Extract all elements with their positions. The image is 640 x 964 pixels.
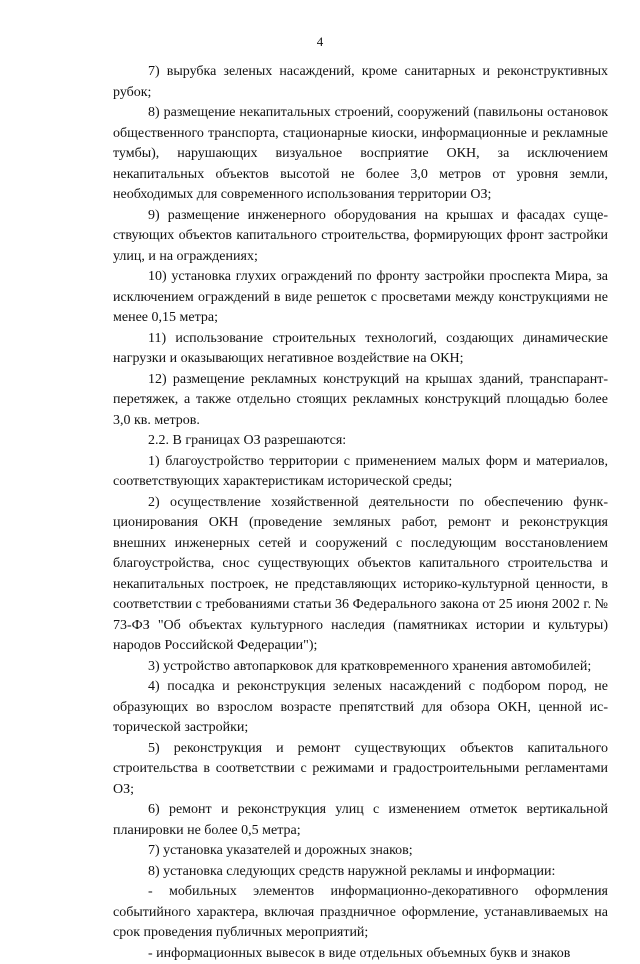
paragraph-permission-7: 7) установка указателей и дорожных знаков; [113, 841, 608, 862]
section-heading-2-2: 2.2. В границах ОЗ разрешаются: [113, 431, 608, 452]
document-body [113, 62, 608, 964]
paragraph-permission-2: 2) осуществление хозяйственной деятельности по обеспечению функционирования ОКН (проведение земляных работ, ремонт и реконструкция внешних инженерных сетей и сооружений с последующим восстановлением благоустройства, снос существующих объектов капитального строительства и некапитальных построек, не представляющих историко-культурной ценности, в соответствии с требованиями статьи 36 Федерального закона от 25 июня 2002 г. № 73-ФЗ "Об объектах культурного наследия (памятниках истории и культуры) народов Российской Федерации"); [113, 493, 608, 657]
paragraph-prohibition-8: 8) размещение некапитальных строений, сооружений (павильоны остановок общественного транспорта, стационарные киоски, информационные и рекламные тумбы), нарушающих визуальное восприятие ОКН, за исключением некапитальных объектов высотой не более 3,0 метров от уровня земли, необходимых для современного использования территории ОЗ; [113, 103, 608, 206]
paragraph-prohibition-12: 12) размещение рекламных конструкций на крышах зданий, транспарант-перетяжек, а также отдельно стоящих рекламных конструкций площадью более 3,0 кв. метров. [113, 370, 608, 432]
list-item-mobile-elements: - мобильных элементов информационно-декоративного оформления событийного характера, включая праздничное оформление, устанавливаемых на срок проведения публичных мероприятий; [113, 882, 608, 944]
paragraph-permission-1: 1) благоустройство территории с применением малых форм и материалов, соответствующих характеристикам исторической среды; [113, 452, 608, 493]
paragraph-permission-6: 6) ремонт и реконструкция улиц с изменением отметок вертикальной планировки не более 0,5 метра; [113, 800, 608, 841]
paragraph-prohibition-11: 11) использование строительных технологий, создающих динамические нагрузки и оказывающих негативное воздействие на ОКН; [113, 329, 608, 370]
paragraph-permission-5: 5) реконструкция и ремонт существующих объектов капитального строительства в соответствии с режимами и градостроительными регламентами ОЗ; [113, 739, 608, 801]
paragraph-prohibition-10: 10) установка глухих ограждений по фронту застройки проспекта Мира, за исключением ограждений в виде решеток с просветами между конструкциями не менее 0,15 метра; [113, 267, 608, 329]
paragraph-permission-4: 4) посадка и реконструкция зеленых насаждений с подбором пород, не образующих во взрослом возрасте препятствий для обзора ОКН, ценной исторической застройки; [113, 677, 608, 739]
list-item-information-signs: - информационных вывесок в виде отдельных объемных букв и знаков [113, 944, 608, 964]
paragraph-prohibition-9: 9) размещение инженерного оборудования на крышах и фасадах существующих объектов капитального строительства, формирующих фронт застройки улиц, и на ограждениях; [113, 206, 608, 268]
paragraph-prohibition-7: 7) вырубка зеленых насаждений, кроме санитарных и реконструктивных рубок; [113, 62, 608, 103]
paragraph-permission-8: 8) установка следующих средств наружной рекламы и информации: [113, 862, 608, 883]
page-number: 4 [0, 34, 640, 50]
paragraph-permission-3: 3) устройство автопарковок для кратковременного хранения автомобилей; [113, 657, 608, 678]
